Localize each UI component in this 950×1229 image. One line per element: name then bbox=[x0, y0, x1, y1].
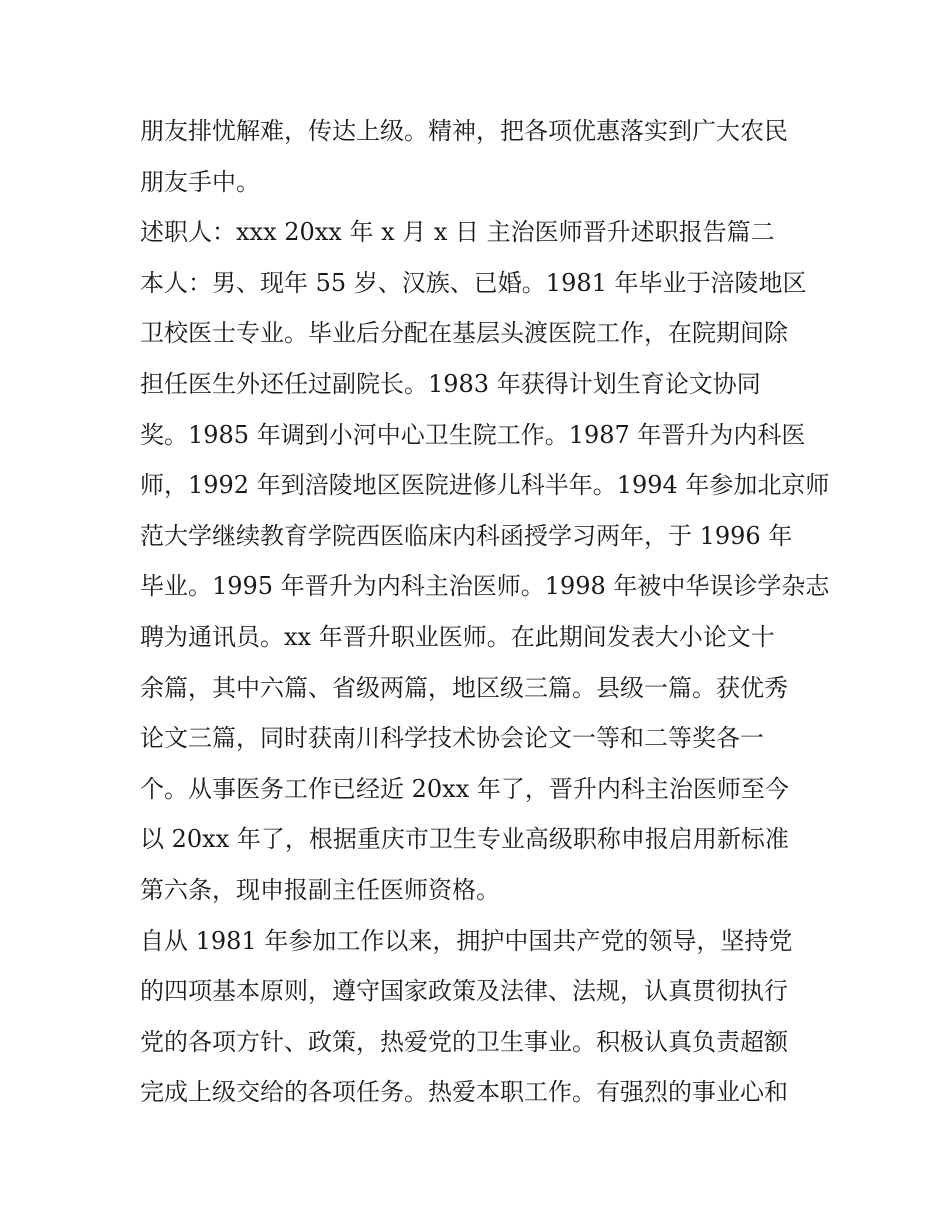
text-line: 卫校医士专业。毕业后分配在基层头渡医院工作，在院期间除 bbox=[140, 319, 788, 348]
text-line: 范大学继续教育学院西医临床内科函授学习两年，于 1996 年 bbox=[140, 521, 793, 550]
text-line: 朋友排忧解难，传达上级。精神，把各项优惠落实到广大农民 bbox=[140, 117, 788, 145]
text-line: 完成上级交给的各项任务。热爱本职工作。有强烈的事业心和 bbox=[140, 1078, 788, 1107]
text-line: 余篇，其中六篇、省级两篇，地区级三篇。县级一篇。获优秀 bbox=[140, 673, 788, 702]
text-line: 以 20xx 年了，根据重庆市卫生专业高级职称申报启用新标准 bbox=[140, 825, 789, 854]
text-line: 师，1992 年到涪陵地区医院进修儿科半年。1994 年参加北京师 bbox=[140, 471, 830, 500]
text-line: 聘为通讯员。xx 年晋升职业医师。在此期间发表大小论文十 bbox=[140, 622, 775, 651]
text-line: 个。从事医务工作已经近 20xx 年了，晋升内科主治医师至今 bbox=[140, 774, 789, 803]
text-line: 党的各项方针、政策，热爱党的卫生事业。积极认真负责超额 bbox=[140, 1027, 788, 1056]
text-line: 述职人：xxx 20xx 年 x 月 x 日 主治医师晋升述职报告篇二 bbox=[140, 218, 775, 247]
text-line: 的四项基本原则，遵守国家政策及法律、法规，认真贯彻执行 bbox=[140, 977, 788, 1006]
text-line: 第六条，现申报副主任医师资格。 bbox=[140, 875, 500, 904]
text-line: 朋友手中。 bbox=[140, 167, 260, 196]
text-line: 自从 1981 年参加工作以来，拥护中国共产党的领导，坚持党 bbox=[140, 926, 793, 955]
text-line: 毕业。1995 年晋升为内科主治医师。1998 年被中华误诊学杂志 bbox=[140, 572, 830, 601]
text-line: 本人：男、现年 55 岁、汉族、已婚。1981 年毕业于涪陵地区 bbox=[140, 268, 807, 297]
text-line: 论文三篇，同时获南川科学技术协会论文一等和二等奖各一 bbox=[140, 724, 764, 753]
text-line: 奖。1985 年调到小河中心卫生院工作。1987 年晋升为内科医 bbox=[140, 420, 806, 449]
document-body bbox=[140, 106, 830, 1118]
text-line: 担任医生外还任过副院长。1983 年获得计划生育论文协同 bbox=[140, 369, 761, 398]
